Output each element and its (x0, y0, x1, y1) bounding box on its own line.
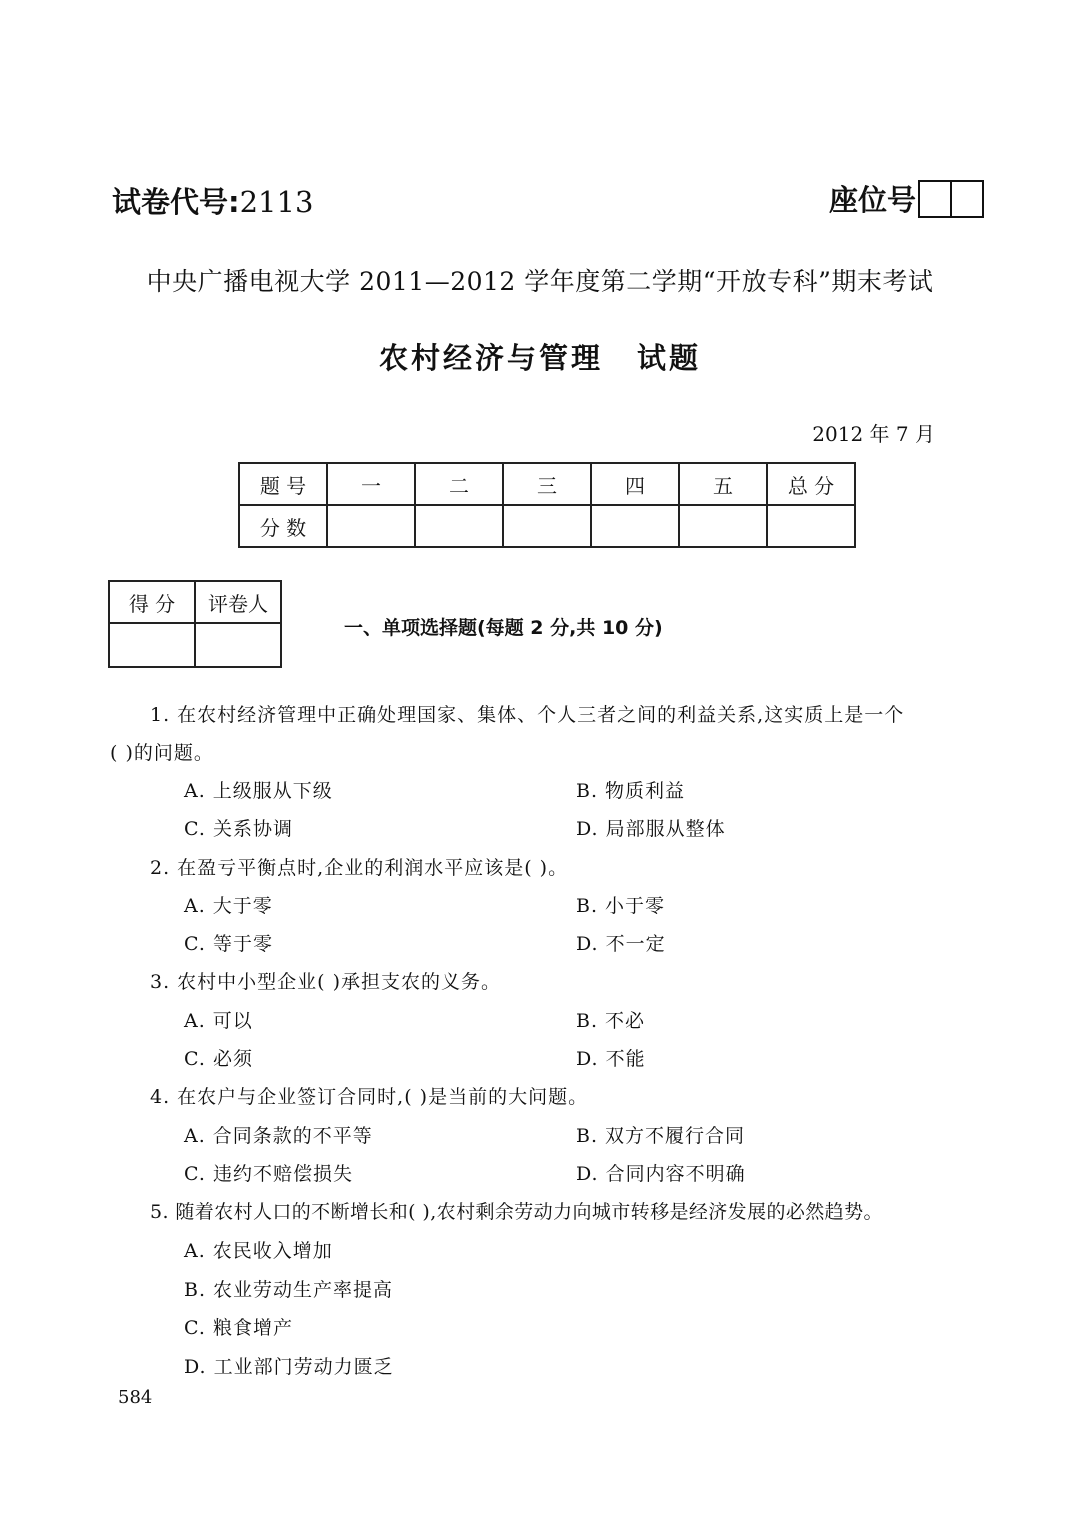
seat-number-boxes (918, 180, 984, 218)
answer-option: D. 局部服从整体 (576, 818, 726, 840)
score-table-column: 总 分 (767, 463, 855, 505)
exam-heading: 中央广播电视大学 2011—2012 学年度第二学期“开放专科”期末考试 (146, 267, 934, 296)
score-table-score-row (239, 505, 855, 547)
section-heading: 一、单项选择题(每题 2 分,共 10 分) (344, 617, 663, 639)
answer-option: A. 合同条款的不平等 (184, 1125, 373, 1147)
score-cell (591, 505, 679, 547)
question-stem: 3. 农村中小型企业( )承担支农的义务。 (150, 971, 502, 993)
answer-option: B. 农业劳动生产率提高 (184, 1279, 394, 1301)
answer-option: C. 关系协调 (184, 818, 293, 840)
answer-option: B. 物质利益 (576, 780, 686, 802)
answer-option: B. 小于零 (576, 895, 666, 917)
question-stem: 5. 随着农村人口的不断增长和( ),农村剩余劳动力向城市转移是经济发展的必然趋势。 (150, 1201, 883, 1223)
answer-option: C. 粮食增产 (184, 1317, 293, 1339)
score-table (238, 462, 856, 548)
answer-option: D. 不能 (576, 1048, 646, 1070)
grader-box (108, 580, 282, 668)
title-suffix: 试题 (637, 341, 702, 375)
page-number: 584 (118, 1387, 153, 1408)
exam-date: 2012 年 7 月 (812, 422, 935, 446)
score-table-column: 五 (679, 463, 767, 505)
answer-option: C. 等于零 (184, 933, 273, 955)
score-cell (679, 505, 767, 547)
answer-option: A. 可以 (184, 1010, 253, 1032)
score-table-column: 一 (327, 463, 415, 505)
question-stem-continued: ( )的问题。 (110, 742, 214, 764)
answer-option: D. 工业部门劳动力匮乏 (184, 1356, 394, 1378)
question-stem: 2. 在盈亏平衡点时,企业的利润水平应该是( )。 (150, 857, 569, 879)
score-cell (767, 505, 855, 547)
answer-option: B. 双方不履行合同 (576, 1125, 746, 1147)
paper-code (112, 180, 313, 221)
seat-number (829, 178, 984, 219)
answer-option: A. 大于零 (184, 895, 273, 917)
seat-box (952, 180, 984, 218)
question-stem: 4. 在农户与企业签订合同时,( )是当前的大问题。 (150, 1086, 589, 1108)
paper-code-value: 2113 (239, 185, 314, 219)
grader-name-label: 评卷人 (195, 581, 281, 623)
seat-number-label: 座位号 (828, 183, 916, 217)
paper-title (0, 336, 1080, 377)
answer-option: D. 不一定 (576, 933, 666, 955)
grader-score-label: 得 分 (109, 581, 195, 623)
score-table-column: 三 (503, 463, 591, 505)
answer-option: A. 农民收入增加 (184, 1240, 333, 1262)
grader-name-cell (195, 623, 281, 667)
score-cell (503, 505, 591, 547)
seat-box (918, 180, 952, 218)
score-table-column: 二 (415, 463, 503, 505)
grader-score-cell (109, 623, 195, 667)
answer-option: A. 上级服从下级 (184, 780, 333, 802)
score-cell (327, 505, 415, 547)
score-table-row-header: 分 数 (239, 505, 327, 547)
score-cell (415, 505, 503, 547)
score-table-header-row (239, 463, 855, 505)
score-table-row-header: 题 号 (239, 463, 327, 505)
paper-code-label: 试卷代号: (112, 185, 240, 219)
answer-option: C. 违约不赔偿损失 (184, 1163, 353, 1185)
question-stem: 1. 在农村经济管理中正确处理国家、集体、个人三者之间的利益关系,这实质上是一个 (150, 704, 905, 726)
answer-option: B. 不必 (576, 1010, 646, 1032)
score-table-column: 四 (591, 463, 679, 505)
subject-name: 农村经济与管理 (378, 341, 603, 375)
answer-option: D. 合同内容不明确 (576, 1163, 746, 1185)
answer-option: C. 必须 (184, 1048, 253, 1070)
